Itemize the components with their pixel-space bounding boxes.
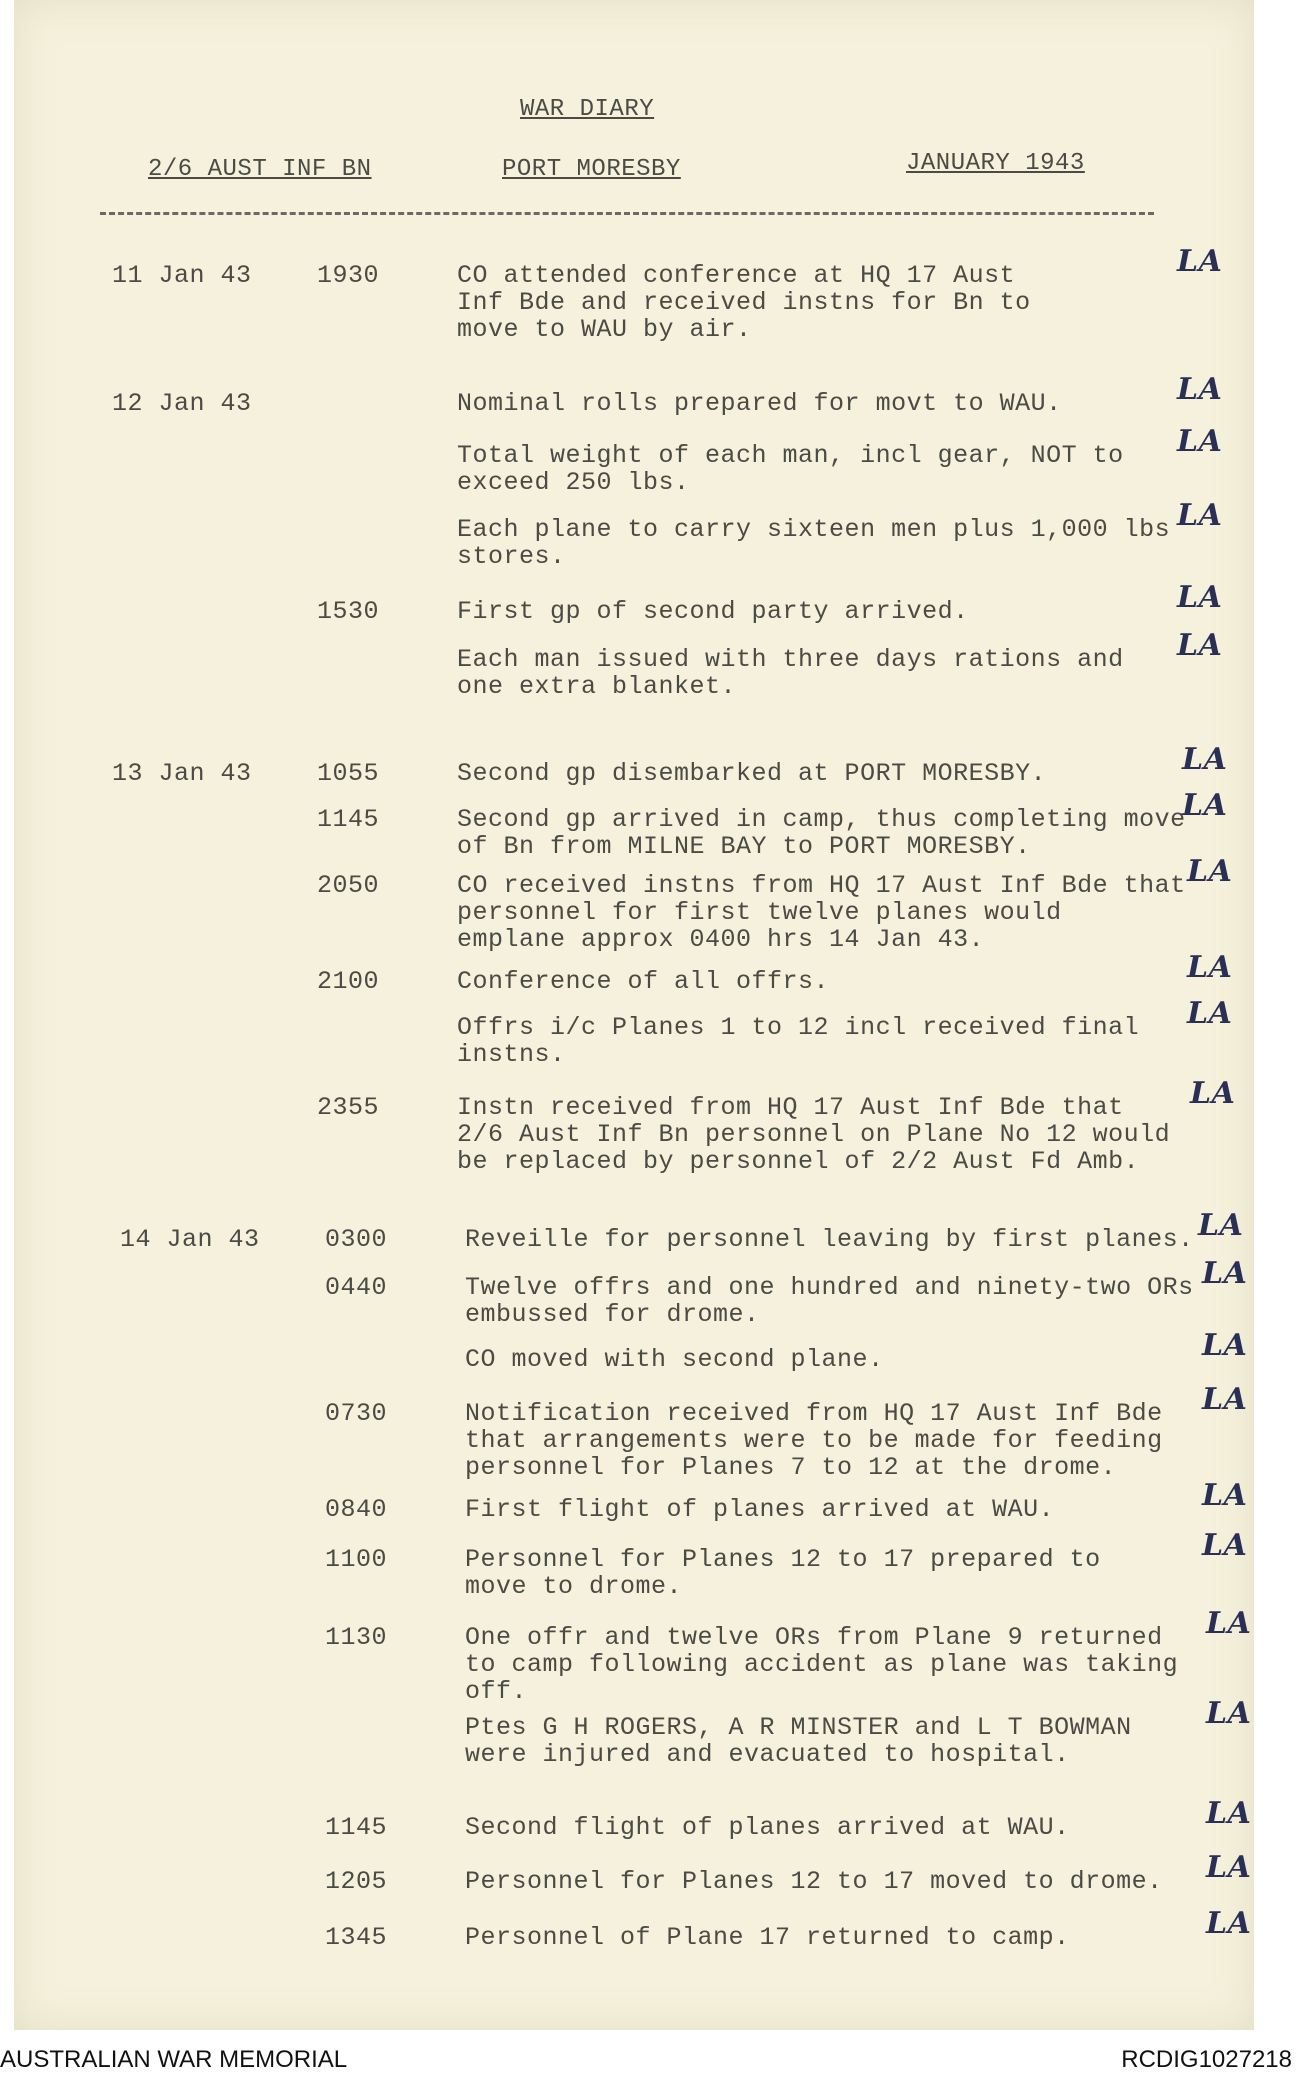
entry-time: 1205 <box>325 1867 388 1896</box>
entry-text: Nominal rolls prepared for movt to WAU. <box>457 389 1062 418</box>
entry-date: 13 Jan 43 <box>112 759 252 788</box>
entry-initials: LA <box>1206 1606 1252 1641</box>
entry-initials: LA <box>1206 1906 1252 1941</box>
entry-initials: LA <box>1187 950 1233 985</box>
entry-text: CO attended conference at HQ 17 Aust Inf Bde and received instns for Bn to move to WAU by air. <box>457 261 1031 344</box>
entry-date: 11 Jan 43 <box>112 261 252 290</box>
entry-time: 1930 <box>317 261 380 290</box>
entry-text: Ptes G H ROGERS, A R MINSTER and L T BOWMAN were injured and evacuated to hospital. <box>465 1713 1132 1769</box>
entry-time: 1345 <box>325 1923 388 1952</box>
entry-time: 0840 <box>325 1495 388 1524</box>
entry-time: 0730 <box>325 1399 388 1428</box>
entry-text: Each plane to carry sixteen men plus 1,000 lbs stores. <box>457 515 1171 571</box>
entry-time: 0440 <box>325 1273 388 1302</box>
header-divider <box>100 212 1154 215</box>
entry-text: Offrs i/c Planes 1 to 12 incl received final instns. <box>457 1013 1140 1069</box>
entry-initials: LA <box>1206 1850 1252 1885</box>
entry-text: Second gp arrived in camp, thus completing move of Bn from MILNE BAY to PORT MORESBY. <box>457 805 1186 861</box>
entry-time: 1145 <box>325 1813 388 1842</box>
entry-initials: LA <box>1190 1076 1236 1111</box>
entry-text: First flight of planes arrived at WAU. <box>465 1495 1055 1524</box>
entry-initials: LA <box>1182 742 1228 777</box>
diary-entry <box>120 1906 1252 2059</box>
location: PORT MORESBY <box>502 156 681 183</box>
entry-text: CO moved with second plane. <box>465 1345 884 1374</box>
entry-time: 2355 <box>317 1093 380 1122</box>
diary-entry <box>112 244 1223 397</box>
entry-initials: LA <box>1177 628 1223 663</box>
entry-text: CO received instns from HQ 17 Aust Inf Bde that personnel for first twelve planes would emplane approx 0400 hrs 14 Jan 43. <box>457 871 1186 954</box>
entry-text: Second flight of planes arrived at WAU. <box>465 1813 1070 1842</box>
entry-time: 2050 <box>317 871 380 900</box>
entry-initials: LA <box>1202 1328 1248 1363</box>
entry-text: Personnel of Plane 17 returned to camp. <box>465 1923 1070 1952</box>
entry-initials: LA <box>1206 1696 1252 1731</box>
entry-text: Second gp disembarked at PORT MORESBY. <box>457 759 1047 788</box>
entry-time: 1130 <box>325 1623 388 1652</box>
entry-initials: LA <box>1202 1528 1248 1563</box>
entry-initials: LA <box>1182 788 1228 823</box>
entry-text: Notification received from HQ 17 Aust Inf Bde that arrangements were to be made for feeding personnel for Planes 7 to 12 at the drome. <box>465 1399 1163 1482</box>
entry-initials: LA <box>1187 854 1233 889</box>
entry-initials: LA <box>1187 996 1233 1031</box>
month-year: JANUARY 1943 <box>906 150 1085 177</box>
entry-text: First gp of second party arrived. <box>457 597 969 626</box>
diary-title: WAR DIARY <box>520 96 655 123</box>
entry-text: Personnel for Planes 12 to 17 prepared to move to drome. <box>465 1545 1101 1601</box>
entry-text: Personnel for Planes 12 to 17 moved to drome. <box>465 1867 1163 1896</box>
entry-time: 1530 <box>317 597 380 626</box>
entry-time: 2100 <box>317 967 380 996</box>
entry-initials: LA <box>1177 498 1223 533</box>
entry-text: Reveille for personnel leaving by first planes. <box>465 1225 1194 1254</box>
entry-initials: LA <box>1202 1256 1248 1291</box>
entry-initials: LA <box>1202 1382 1248 1417</box>
unit-name: 2/6 AUST INF BN <box>148 156 372 183</box>
entry-time: 1100 <box>325 1545 388 1574</box>
footer-institution: AUSTRALIAN WAR MEMORIAL <box>0 2046 348 2073</box>
entry-text: Total weight of each man, incl gear, NOT to exceed 250 lbs. <box>457 441 1124 497</box>
entry-initials: LA <box>1177 580 1223 615</box>
entry-text: One offr and twelve ORs from Plane 9 returned to camp following accident as plane was taking off. <box>465 1623 1179 1706</box>
entry-text: Twelve offrs and one hundred and ninety-two ORs embussed for drome. <box>465 1273 1194 1329</box>
entry-text: Conference of all offrs. <box>457 967 830 996</box>
entry-time: 1055 <box>317 759 380 788</box>
diary-entry <box>112 1076 1236 1229</box>
entry-initials: LA <box>1206 1796 1252 1831</box>
entry-text: Instn received from HQ 17 Aust Inf Bde that 2/6 Aust Inf Bn personnel on Plane No 12 would be replaced by personnel of 2/2 Aust Fd Amb. <box>457 1093 1171 1176</box>
entry-time: 0300 <box>325 1225 388 1254</box>
entry-initials: LA <box>1198 1208 1244 1243</box>
entry-initials: LA <box>1177 244 1223 279</box>
entry-date: 14 Jan 43 <box>120 1225 260 1254</box>
entry-date: 12 Jan 43 <box>112 389 252 418</box>
entry-initials: LA <box>1202 1478 1248 1513</box>
entry-text: Each man issued with three days rations and one extra blanket. <box>457 645 1124 701</box>
entry-time: 1145 <box>317 805 380 834</box>
footer-record-id: RCDIG1027218 <box>1121 2046 1292 2073</box>
entry-initials: LA <box>1177 372 1223 407</box>
entry-initials: LA <box>1177 424 1223 459</box>
